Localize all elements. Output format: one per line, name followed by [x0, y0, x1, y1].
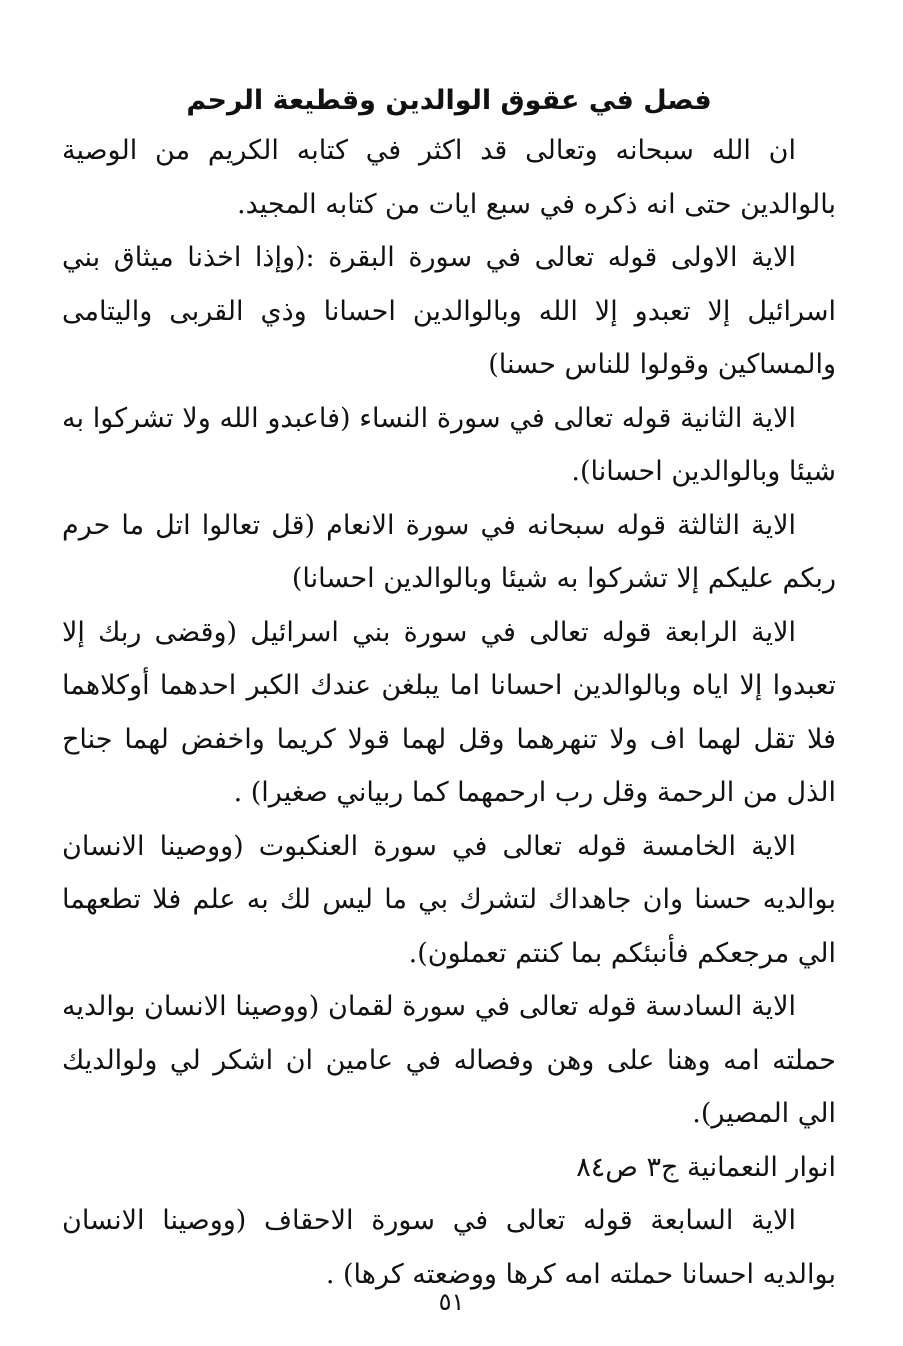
page-body [62, 78, 836, 1301]
page-title: فصل في عقوق الوالدين وقطيعة الرحم [186, 85, 712, 116]
ayah-2-paragraph: الاية الثانية قوله تعالى في سورة النساء (فاعبدو الله ولا تشركوا به شيئا وبالوالدين احسانا). [62, 402, 836, 487]
source-reference: انوار النعمانية ج٣ ص٨٤ [576, 1151, 836, 1183]
ayah-5-paragraph: الاية الخامسة قوله تعالى في سورة العنكبوت (ووصينا الانسان بوالديه حسنا وان جاهداك لتشرك بي ما ليس لك به علم فلا تطعهما الي مرجعكم فأنبئكم بما كنتم تعملون). [62, 830, 836, 969]
ayah-1-paragraph: الاية الاولى قوله تعالى في سورة البقرة :(وإذا اخذنا ميثاق بني اسرائيل إلا تعبدو إلا الله وبالوالدين احسانا وذي القربى واليتامى والمساكين وقولوا للناس حسنا) [62, 242, 836, 380]
intro-paragraph: ان الله سبحانه وتعالى قد اكثر في كتابه الكريم من الوصية بالوالدين حتى انه ذكره في سبع ايات من كتابه المجيد. [62, 135, 836, 220]
page-number: ٥١ [438, 1288, 465, 1316]
ayah-4-paragraph: الاية الرابعة قوله تعالى في سورة بني اسرائيل (وقضى ربك إلا تعبدوا إلا اياه وبالوالدين احسانا اما يبلغن عندك الكبر احدهما أوكلاهما فلا تقل لهما اف ولا تنهرهما وقل لهما قولا كريما واخفض لهما جناح الذل من الرحمة وقل رب ارحمهما كما ربياني صغيرا) . [62, 616, 836, 808]
ayah-6-paragraph: الاية السادسة قوله تعالى في سورة لقمان (ووصينا الانسان بوالديه حملته امه وهنا على وهن وفصاله في عامين ان اشكر لي ولوالديك الي المصير). [62, 991, 836, 1129]
ayah-7-paragraph: الاية السابعة قوله تعالى في سورة الاحقاف (ووصينا الانسان بوالديه احسانا حملته امه كرها ووضعته كرها) . [62, 1205, 836, 1290]
ayah-3-paragraph: الاية الثالثة قوله سبحانه في سورة الانعام (قل تعالوا اتل ما حرم ربكم عليكم إلا تشركوا به شيئا وبالوالدين احسانا) [62, 509, 836, 594]
